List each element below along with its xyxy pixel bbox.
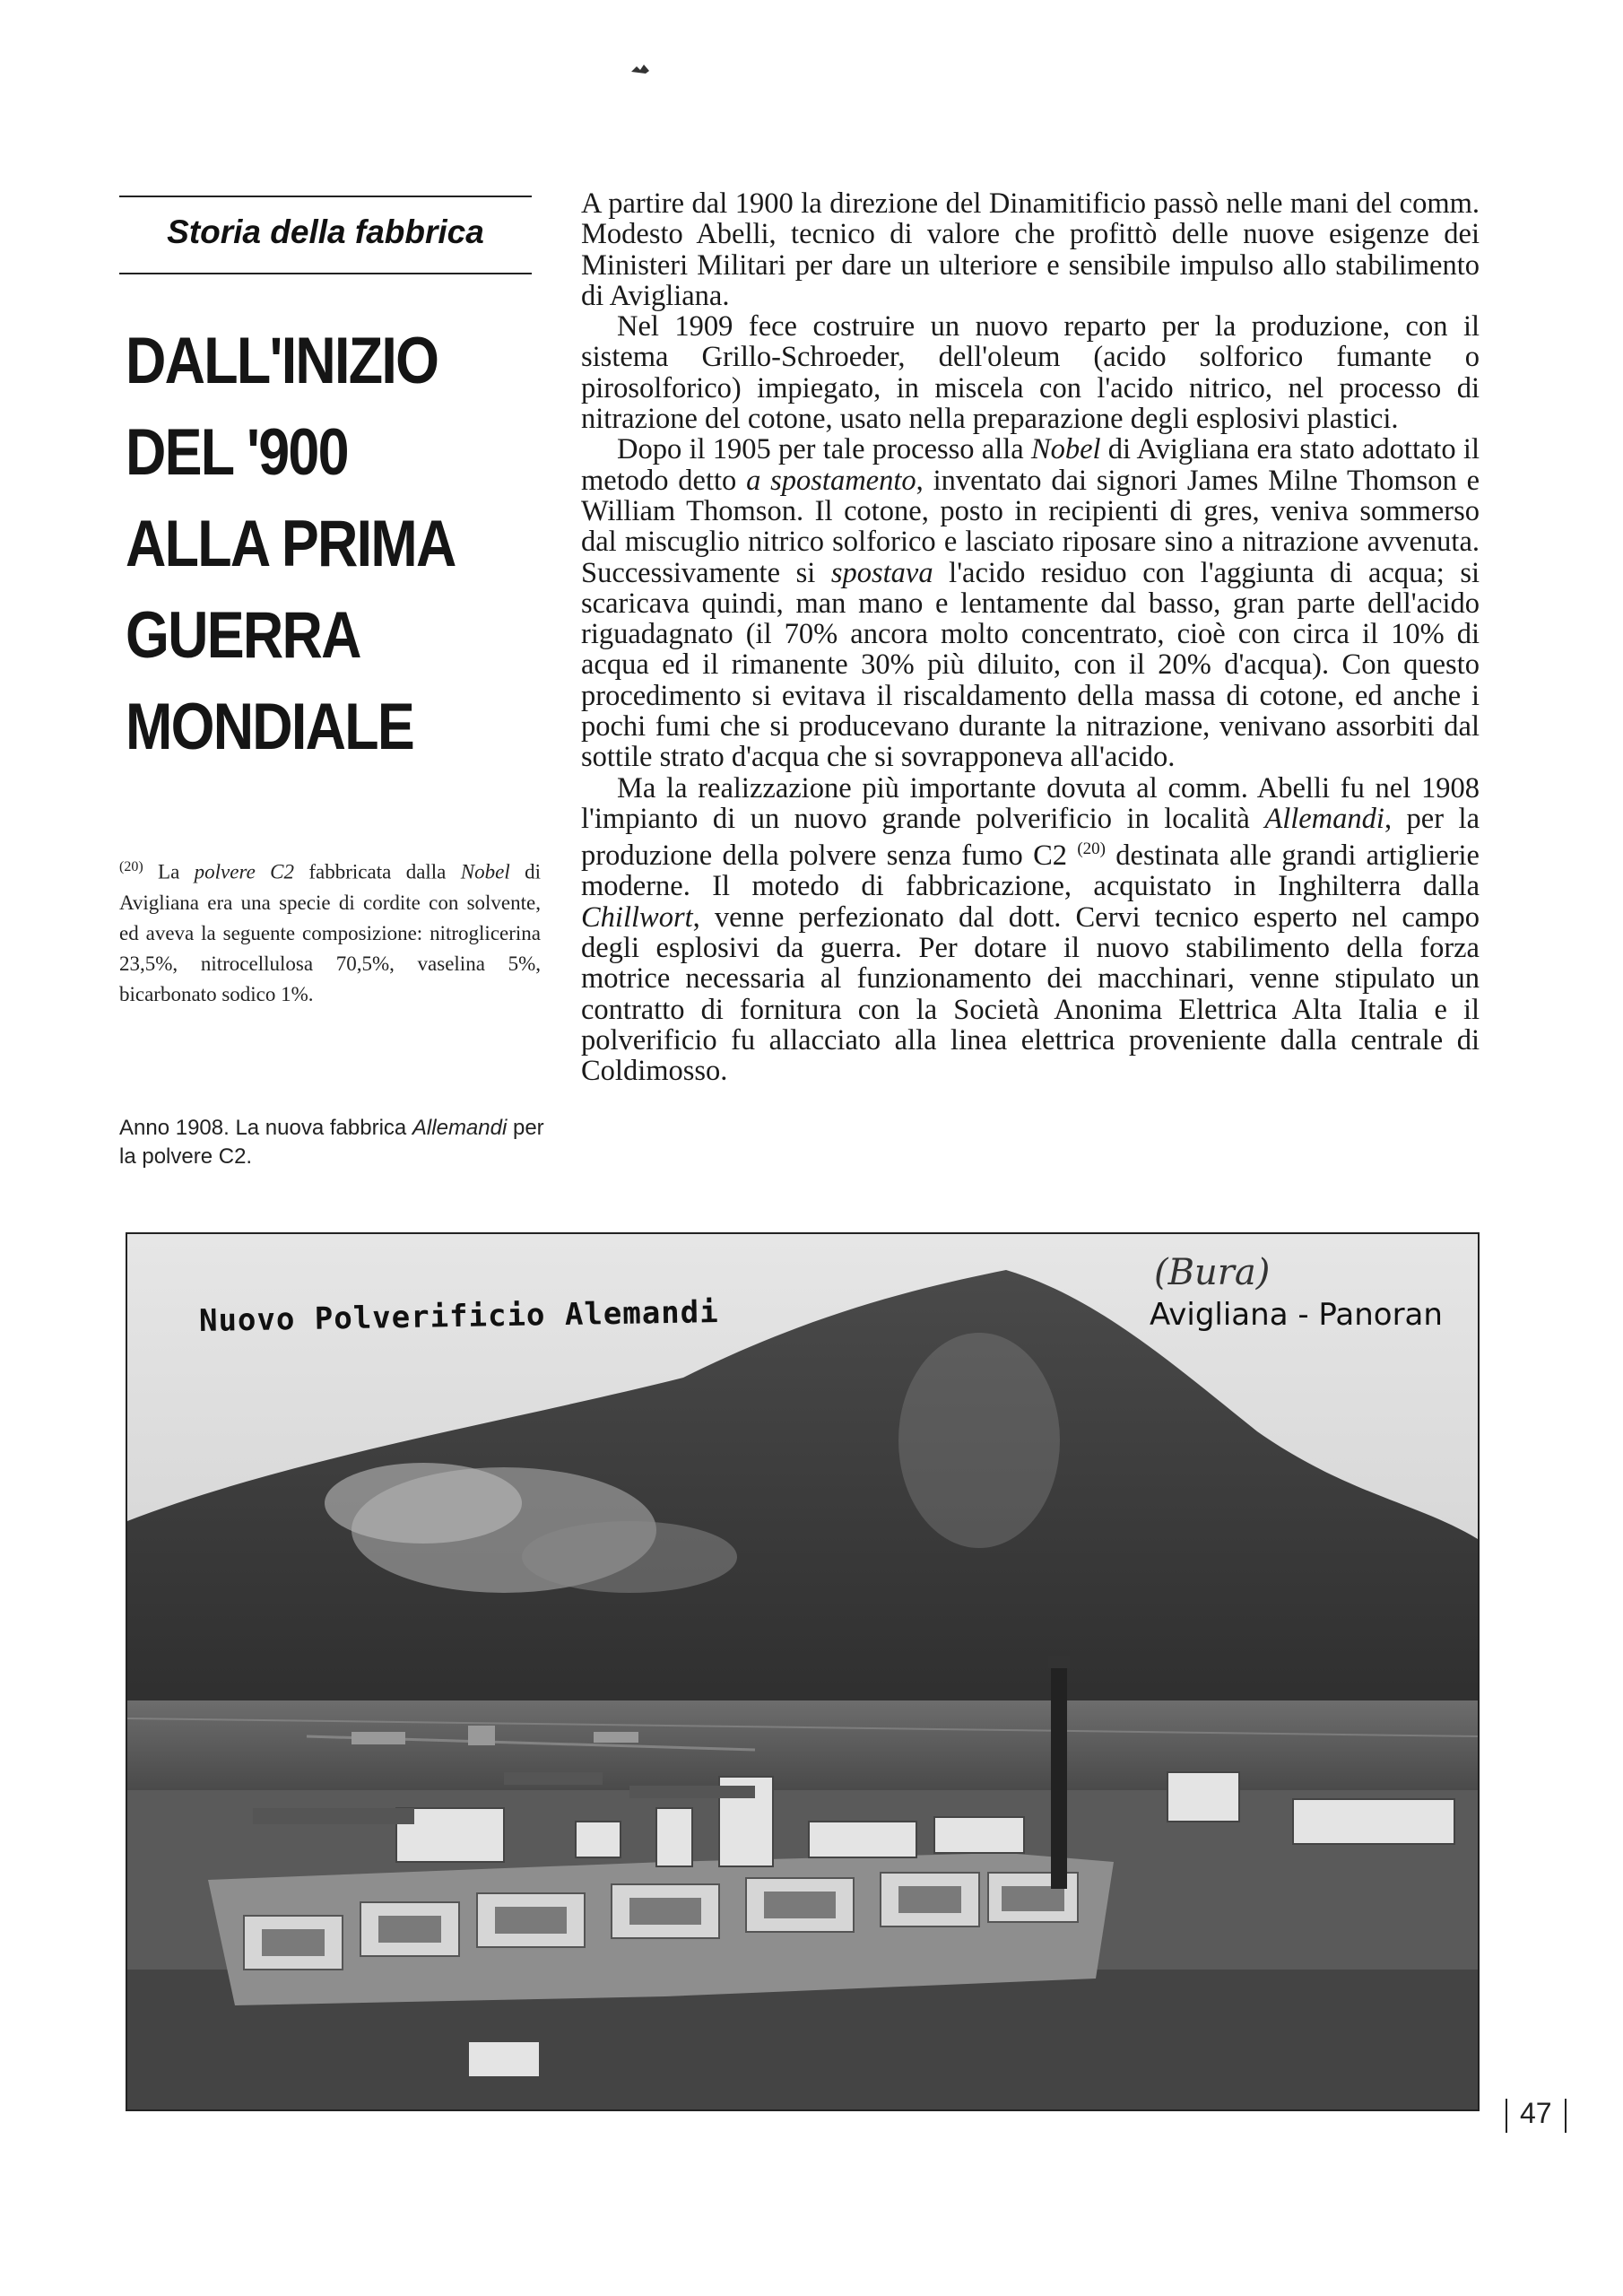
body-text: , inventato dai signori James Milne Thomson e William Thomson. Il cotone, posto in recipienti di gres, veniva sommerso dal miscuglio nitrico solforico e lasciato riposare sino a nitrazione avvenuta. Successivamente si — [581, 464, 1480, 589]
footnote-reference: (20) — [1077, 839, 1106, 859]
page-number-value: 47 — [1520, 2097, 1552, 2129]
body-text: Dopo il 1905 per tale processo alla — [617, 433, 1031, 466]
headline-line-3: ALLA PRIMA — [126, 508, 456, 580]
body-text: destinata alle grandi artiglierie moderne. Il motedo di fabbricazione, acquistato in Inghilterra dalla — [581, 839, 1480, 903]
article-body — [581, 188, 1480, 1086]
headline-line-1: DALL'INIZIO — [126, 325, 438, 397]
body-italic: spostava — [830, 556, 933, 589]
body-paragraph — [581, 434, 1480, 772]
body-text: , venne perfezionato dal dott. Cervi tecnico esperto nel campo degli esplosivi da guerra. Per dotare il nuovo stabilimento della forza motrice necessaria al funzionamento dei macchinari, venne stipulato un contratto di fornitura con la Società Anonima Elettrica Alta Italia e il polverificio fu allacciato alla linea elettrica proveniente dalla centrale di Coldimosso. — [581, 900, 1480, 1088]
footnote-text: fabbricata dalla — [294, 860, 461, 883]
body-paragraph: A partire dal 1900 la direzione del Dinamitificio passò nelle mani del comm. Modesto Abelli, tecnico di valore che profittò delle nuove esigenze dei Ministeri Militari per dare un ulteriore e sensibile impulso allo stabilimento di Avigliana. — [581, 187, 1480, 312]
body-italic: Chillwort — [581, 900, 693, 934]
body-italic: Allemandi — [1264, 802, 1384, 835]
footnote-italic: polvere C2 — [194, 860, 295, 883]
page-number-bar — [1565, 2099, 1567, 2133]
section-label: Storia della fabbrica — [167, 213, 484, 250]
caption-text: per la polvere C2. — [119, 1116, 544, 1169]
historic-photo — [126, 1232, 1480, 2111]
body-text: di Avigliana era stato adottato il metodo detto — [581, 433, 1480, 497]
photo-handwritten-note: (Bura) — [1154, 1252, 1271, 1293]
body-italic: a spostamento — [746, 464, 916, 497]
page-number-bar — [1506, 2099, 1507, 2133]
photo-inscription-title: Nuovo Polverificio Alemandi — [198, 1293, 719, 1340]
caption-italic: Allemandi — [412, 1116, 508, 1140]
caption-text: Anno 1908. La nuova fabbrica — [119, 1116, 412, 1140]
footnote — [119, 852, 541, 1010]
article-headline — [126, 316, 538, 773]
photo-caption — [119, 1114, 545, 1171]
footnote-number: (20) — [119, 859, 143, 874]
body-text: l'acido residuo con l'aggiunta di acqua; si scaricava quindi, man mano e lentamente dal basso, gran parte dell'acido riguadagnato (il 70% ancora molto concentrato, cioè con circa il 10% di acqua ed il rimanente 30% più diluito, con il 20% d'acqua). Con questo procedimento si evitava il riscaldamento della massa di cotone, ed anche i pochi fumi che si producevano durante la nitrazione, venivano assorbiti dal sottile strato d'acqua che si sovrapponeva all'acido. — [581, 556, 1480, 774]
print-speck — [629, 63, 651, 75]
headline-line-5: MONDIALE — [126, 691, 414, 763]
headline-line-2: DEL '900 — [126, 416, 348, 489]
footnote-text: La — [143, 860, 195, 883]
footnote-italic: Nobel — [460, 860, 510, 883]
section-bottom-rule — [119, 273, 532, 274]
body-paragraph — [581, 773, 1480, 1087]
body-text: Ma la realizzazione più importante dovuta al comm. Abelli fu nel 1908 l'impianto di un nuovo grande polverificio in località — [581, 771, 1480, 835]
factory-panorama-image — [127, 1234, 1478, 2109]
body-text: , per la produzione della polvere senza fumo C2 — [581, 802, 1480, 873]
body-paragraph: Nel 1909 fece costruire un nuovo reparto per la produzione, con il sistema Grillo-Schroeder, dell'oleum (acido solforico fumante o pirosolforico) impiegato, in miscela con l'acido nitrico, nel processo di nitrazione del cotone, usato nella preparazione degli esplosivi plastici. — [581, 310, 1480, 436]
body-italic: Nobel — [1030, 433, 1101, 466]
footnote-text: di Avigliana era una specie di cordite con solvente, ed aveva la seguente composizione: nitroglicerina 23,5%, nitrocellulosa 70,5%, vaselina 5%, bicarbonato sodico 1%. — [119, 860, 541, 1005]
section-top-rule — [119, 196, 532, 197]
page-number — [1493, 2097, 1579, 2133]
photo-inscription-place: Avigliana - Panoran — [1150, 1297, 1443, 1333]
headline-line-4: GUERRA — [126, 599, 360, 672]
